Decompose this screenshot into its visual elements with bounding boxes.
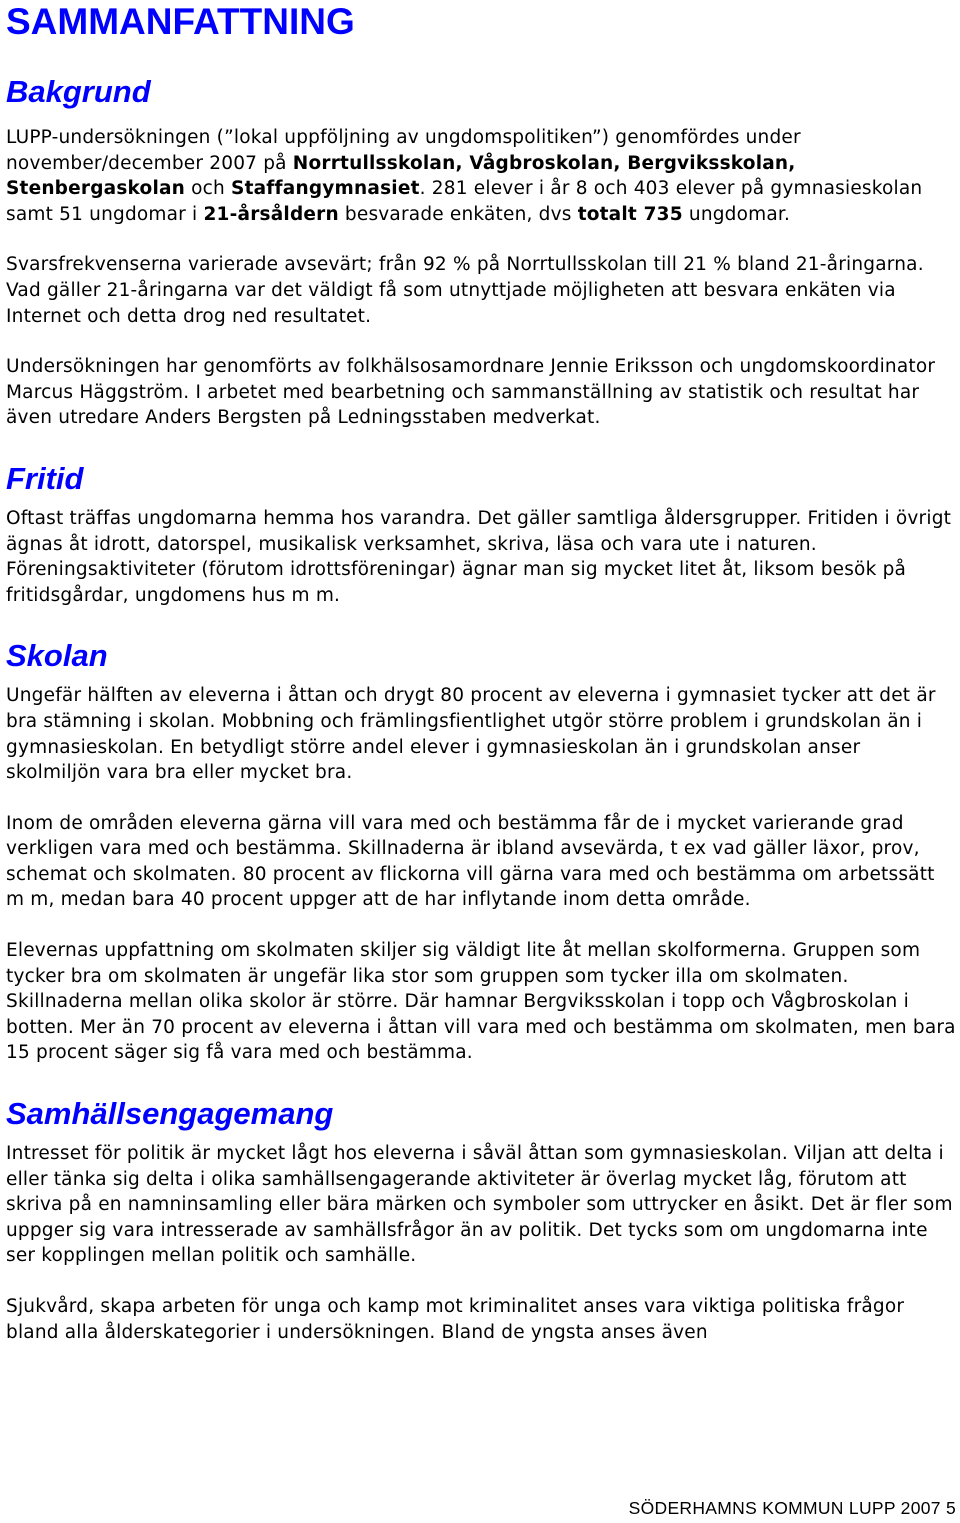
document-page xyxy=(6,0,956,1345)
samhallsengagemang-paragraph-2: Sjukvård, skapa arbeten för unga och kamp mot kriminalitet anses vara viktiga politiska frågor bland alla ålderskategorier i undersökningen. Bland de yngsta anses även xyxy=(6,1296,905,1343)
bakgrund-p1-text-1: LUPP-undersökningen (”lokal uppföljning av ungdomspolitiken”) genomfördes under november/december 2007 på xyxy=(6,127,801,174)
skolan-paragraph-3: Elevernas uppfattning om skolmaten skiljer sig väldigt lite åt mellan skolformerna. Gruppen som tycker bra om skolmaten är ungefär lika stor som gruppen som tycker illa om skolmaten. Skillnaderna mellan olika skolor är större. Där hamnar Bergviksskolan i topp och Vågbroskolan i botten. Mer än 70 procent av eleverna i åttan vill vara med och bestämma om skolmaten, men bara 15 procent säger sig få vara med och bestämma. xyxy=(6,940,956,1064)
heading-skolan: Skolan xyxy=(6,638,108,674)
skolan-paragraph-2: Inom de områden eleverna gärna vill vara med och bestämma får de i mycket varierande grad verkligen vara med och bestämma. Skillnaderna är ibland avsevärda, t ex vad gäller läxor, prov, schemat och skolmaten. 80 procent av flickorna vill gärna vara med och bestämma om arbetssätt m m, medan bara 40 procent uppger att de har inflytande inom detta område. xyxy=(6,812,935,911)
skolan-paragraph-1: Ungefär hälften av eleverna i åttan och drygt 80 procent av eleverna i gymnasiet tycker att det är bra stämning i skolan. Mobbning och främlingsfientlighet utgör större problem i grundskolan än i gymnasieskolan. En betydligt större andel elever i gymnasieskolan än i grundskolan anser skolmiljön vara bra eller mycket bra. xyxy=(6,685,936,784)
bakgrund-p1-text-3: . 281 elever i år 8 och 403 elever på gymnasieskolan samt 51 ungdomar i xyxy=(6,178,923,225)
bakgrund-p1-schools: Norrtullsskolan, Vågbroskolan, Bergviksskolan, Stenbergaskolan xyxy=(6,152,796,200)
bakgrund-p1-gymnasium: Staffangymnasiet xyxy=(231,178,420,200)
bakgrund-paragraph-1 xyxy=(6,125,956,227)
samhallsengagemang-paragraph-1: Intresset för politik är mycket lågt hos eleverna i såväl åttan som gymnasieskolan. Viljan att delta i eller tänka sig delta i olika samhällsengagerande aktiviteter är överlag mycket låg, förutom att skriva på en namninsamling eller bära märken och symboler som uttrycker en åsikt. Det är fler som uppger sig vara intresserade av samhällsfrågor än av politik. Det tycks som om ungdomarna inte ser kopplingen mellan politik och samhälle. xyxy=(6,1143,953,1267)
page-title: SAMMANFATTNING xyxy=(6,1,355,42)
bakgrund-paragraph-2: Svarsfrekvenserna varierade avsevärt; från 92 % på Norrtullsskolan till 21 % bland 21-åringarna. Vad gäller 21-åringarna var det väldigt få som utnyttjade möjligheten att besvara enkäten via Internet och detta drog ned resultatet. xyxy=(6,254,924,327)
bakgrund-p1-total: totalt 735 xyxy=(577,203,683,225)
bakgrund-paragraph-3: Undersökningen har genomförts av folkhälsosamordnare Jennie Eriksson och ungdomskoordinator Marcus Häggström. I arbetet med bearbetning och sammanställning av statistik och resultat har även utredare Anders Bergsten på Ledningsstaben medverkat. xyxy=(6,356,936,429)
bakgrund-p1-age-group: 21-årsåldern xyxy=(203,203,339,225)
heading-fritid: Fritid xyxy=(6,460,84,496)
page-footer: SÖDERHAMNS KOMMUN LUPP 2007 5 xyxy=(628,1498,956,1518)
bakgrund-p1-text-5: ungdomar. xyxy=(682,203,791,225)
bakgrund-p1-text-4: besvarade enkäten, dvs xyxy=(338,203,578,225)
heading-bakgrund: Bakgrund xyxy=(6,74,151,109)
heading-samhallsengagemang: Samhällsengagemang xyxy=(6,1096,334,1132)
bakgrund-p1-text-2: och xyxy=(185,178,232,200)
fritid-paragraph-1: Oftast träffas ungdomarna hemma hos varandra. Det gäller samtliga åldersgrupper. Fritiden i övrigt ägnas åt idrott, datorspel, musikalisk verksamhet, skriva, läsa och vara ute i naturen. Föreningsaktiviteter (förutom idrottsföreningar) ägnar man sig mycket litet åt, liksom besök på fritidsgårdar, ungdomens hus m m. xyxy=(6,507,952,606)
